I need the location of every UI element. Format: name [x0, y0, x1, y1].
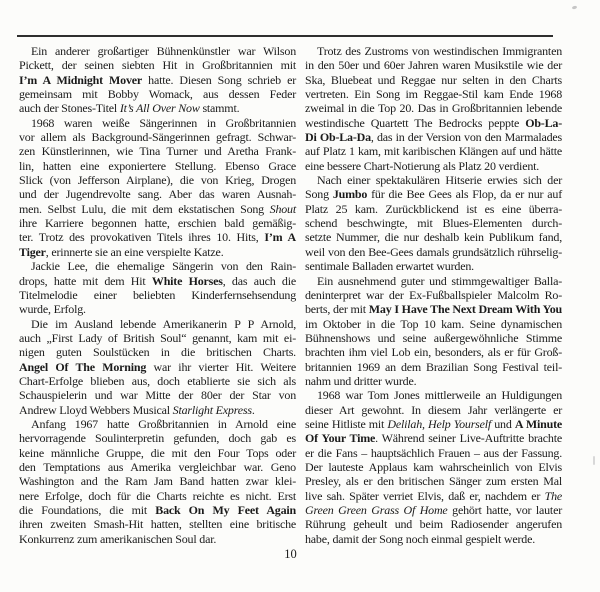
song-title-bold: May I Have The Next Dream With You — [368, 302, 562, 317]
text-segment: Ein anderer großartiger Bühnenkünstler war Wilson — [31, 44, 296, 58]
song-title-bold: I’m A Midnight Mover — [19, 72, 143, 87]
text-line — [19, 360, 296, 374]
text-line — [19, 460, 296, 474]
text-line — [19, 474, 296, 488]
text-segment: , das in der Version von den Marmalades — [370, 130, 562, 145]
song-title-bold: Jumbo — [332, 187, 368, 202]
text-segment: brachten ihm viel Lob ein, besonders, als er für Groß- — [305, 345, 562, 360]
text-segment: vertreten. Ein Song im Reggae-Stil kam Ende 1968 — [305, 87, 562, 102]
text-line — [305, 288, 562, 302]
text-line — [19, 101, 296, 115]
text-line — [305, 173, 562, 187]
text-segment: ihren zweiten Smash-Hit hatten, stellten eine britische — [19, 517, 296, 532]
paragraph — [305, 274, 562, 389]
text-segment: Schauspielerin und war Mitte der 80er der Star von — [19, 388, 296, 403]
text-line — [305, 431, 562, 445]
text-line — [19, 58, 296, 72]
text-segment: nahm und dritter wurde. — [305, 373, 417, 388]
text-segment: westindische Quartett The Bedrocks peppte — [305, 115, 526, 130]
text-segment: Andrew Lloyd Webbers Musical — [19, 402, 173, 417]
text-segment: Nach einer spektakulären Hitserie erwies sich der — [317, 173, 562, 188]
text-segment: er die Fans – hauptsächlich Frauen – aus der Fassung. — [305, 445, 562, 460]
text-line — [305, 489, 562, 503]
text-line — [305, 345, 562, 359]
song-title-bold: I’m A — [264, 230, 296, 245]
text-segment: eine bessere Chart-Notierung als Platz 20 verdient. — [305, 158, 540, 173]
text-line — [305, 503, 562, 517]
text-segment: gehört hatte, vor lauter — [447, 503, 562, 517]
text-segment: berts, der mit — [305, 302, 369, 317]
text-segment: habe, damit der Song noch einmal gespielt werde. — [305, 531, 535, 546]
text-segment: nere Erfolge, doch für die Charts reichte es nicht. Erst — [19, 488, 296, 503]
text-segment: zen Künstlerinnen, wie Tina Turner und Aretha Frank- — [19, 144, 296, 159]
text-line — [305, 517, 562, 531]
text-segment: hatte. Diesen Song schrieb er — [142, 72, 296, 87]
text-segment: Ein ausnehmend guter und stimmgewaltiger Balla- — [317, 273, 562, 288]
song-title-bold: White Horses — [151, 273, 223, 288]
paragraph — [19, 44, 296, 116]
text-line — [305, 87, 562, 101]
text-segment: Konkurrenz zum amerikanischen Soul dar. — [19, 531, 217, 546]
text-segment: Die im Ausland lebende Amerikanerin P P Arnold, — [31, 316, 296, 331]
text-line — [19, 73, 296, 87]
text-line — [19, 216, 296, 230]
title-italic: It’s All Over Now — [119, 101, 200, 116]
text-segment: auch der Stones-Titel — [19, 101, 120, 116]
text-segment: sentimale Balladen erwartet wurden. — [305, 259, 474, 274]
song-title-bold: Of Your Time — [305, 431, 376, 446]
text-line — [305, 403, 562, 417]
paragraph — [19, 259, 296, 316]
text-line — [19, 517, 296, 531]
text-line — [19, 259, 296, 273]
text-line — [305, 317, 562, 331]
text-segment: schend beschwingte, mit Blues-Elementen durch- — [305, 216, 562, 231]
text-segment: dieser Art gewohnt. In diesem Jahr verlängerte er — [305, 402, 562, 417]
text-line — [19, 489, 296, 503]
text-segment: britannien 1969 an dem Brazilian Song Festival teil- — [305, 359, 562, 374]
text-segment: lin, hatten eine exponiertere Stellung. Ebenso Grace — [19, 158, 296, 173]
title-italic: Shout — [269, 201, 296, 216]
text-line — [305, 331, 562, 345]
text-segment: Chart-Erfolge blieben aus, doch etablierte sie sich als — [19, 373, 296, 388]
text-line — [305, 388, 562, 402]
text-line — [305, 230, 562, 244]
song-title-bold: Angel Of The Morning — [19, 359, 147, 374]
text-line — [305, 417, 562, 431]
text-segment: live sah. Später verriet Elvis, daß er, nachdem er — [305, 488, 545, 503]
text-line — [19, 446, 296, 460]
text-line — [19, 302, 296, 316]
text-segment: und der Jugendrevolte sang. Aber das waren Ausnah- — [19, 187, 296, 202]
text-segment: hervorragende Soulinterpretin gefunden, doch gab es — [19, 431, 296, 446]
text-segment: Pickett, der seinen siebten Hit in Großbritannien mit — [19, 58, 296, 73]
text-segment: nigen guten Soulstücken in die britischen Charts. — [19, 345, 296, 360]
text-line — [305, 532, 562, 546]
text-segment: seine Hitliste mit — [305, 416, 388, 431]
title-italic: Delilah, Help Yourself — [387, 416, 492, 431]
paragraph — [19, 116, 296, 259]
text-segment: weil von den Bee-Gees damals grundsätzlich rührselig- — [305, 244, 562, 259]
text-line — [19, 187, 296, 201]
paragraph — [19, 317, 296, 417]
text-segment: Bühnenshows und seine außergewöhnliche Stimme — [305, 330, 562, 345]
text-line — [305, 202, 562, 216]
text-segment: setzte Nummer, die nur deshalb kein Publikum fand, — [305, 230, 562, 245]
text-segment: zweimal in die Top 20. Das in Großbritannien lebende — [305, 101, 562, 116]
text-line — [305, 101, 562, 115]
text-segment: men. Selbst Lulu, die mit dem ekstatischen Song — [19, 201, 270, 216]
text-line — [19, 87, 296, 101]
text-line — [19, 532, 296, 546]
text-line — [19, 331, 296, 345]
text-line — [305, 58, 562, 72]
text-segment: Ska, Bluebeat und Reggae nur selten in den Charts — [305, 72, 562, 87]
paragraph — [19, 417, 296, 546]
text-line — [305, 374, 562, 388]
text-segment: auch „First Lady of British Soul“ genannt, kam mit ei- — [19, 330, 296, 345]
text-line — [19, 388, 296, 402]
paragraph — [305, 44, 562, 173]
text-line — [19, 417, 296, 431]
song-title-bold: Tiger — [19, 244, 46, 259]
text-line — [305, 446, 562, 460]
text-line — [305, 130, 562, 144]
text-line — [305, 474, 562, 488]
text-line — [19, 44, 296, 58]
text-line — [19, 230, 296, 244]
title-italic: Green Green Grass Of Home — [305, 503, 448, 517]
text-segment: in den 50er und 60er Jahren waren Musikstile wie der — [305, 58, 562, 73]
text-segment: und — [491, 416, 515, 431]
text-segment: für die Bee Gees als Flop, da er nur auf — [367, 187, 562, 202]
text-line — [305, 159, 562, 173]
text-segment: wurde, Erfolg. — [19, 302, 86, 317]
text-segment: im Oktober in die Top 10 kam. Seine dynamischen — [305, 316, 562, 331]
text-line — [305, 259, 562, 273]
text-segment: Platz 25 kam. Zurückblickend ist es eine überra- — [305, 201, 562, 216]
text-line — [305, 360, 562, 374]
text-segment: Presley, als er den britischen Sänger zum ersten Mal — [305, 474, 562, 489]
text-line — [305, 274, 562, 288]
text-segment: gemeinsam mit Bobby Womack, aus dessen Feder — [19, 87, 296, 102]
text-segment: Rührung geheult und beim Radiosender angerufen — [305, 517, 562, 532]
text-segment: , das auch die — [222, 273, 296, 288]
song-title-bold: A Minute — [514, 416, 562, 431]
text-segment: 1968 waren weiße Sängerinnen in Großbritannien — [31, 115, 296, 130]
text-line — [19, 431, 296, 445]
text-line — [305, 302, 562, 316]
text-segment: ihre Karriere begonnen hatte, erschien bald gemäßig- — [19, 216, 296, 231]
text-line — [305, 187, 562, 201]
text-line — [305, 116, 562, 130]
text-line — [19, 130, 296, 144]
text-segment: Song — [305, 187, 333, 202]
text-segment: auf Platz 1 kam, mit karibischen Klängen auf und hätte — [305, 144, 562, 159]
text-segment: war ihr vierter Hit. Weitere — [146, 359, 296, 374]
text-line — [19, 173, 296, 187]
text-segment: den Temptations aus Amerika vergleichbar war. Geno — [19, 459, 296, 474]
paragraph — [305, 388, 562, 546]
text-line — [305, 245, 562, 259]
text-line — [305, 216, 562, 230]
text-line — [19, 144, 296, 158]
text-segment: Anfang 1967 hatte Großbritannien in Arnold eine — [31, 416, 296, 431]
text-line — [305, 73, 562, 87]
text-line — [305, 144, 562, 158]
text-line — [19, 374, 296, 388]
song-title-bold: Di Ob-La-Da — [305, 130, 371, 145]
paragraph — [305, 173, 562, 273]
column-right — [305, 44, 562, 546]
text-line — [19, 274, 296, 288]
text-segment: . Während seiner Live-Auftritte brachte — [375, 431, 562, 446]
song-title-bold: Ob-La- — [525, 115, 562, 130]
text-line — [19, 202, 296, 216]
text-segment: vor allem als Background-Sängerinnen gefragt. Schwar- — [19, 130, 296, 145]
text-segment: Slick (von Jefferson Airplane), die von Krieg, Drogen — [19, 173, 296, 188]
text-line — [19, 245, 296, 259]
title-italic: The — [544, 488, 562, 503]
text-segment: Washington and the Ram Jam Band hatten zwar klei- — [19, 474, 296, 489]
text-segment: 1968 war Tom Jones mittlerweile an Huldigungen — [317, 388, 562, 403]
text-segment: , erinnerte sie an eine verspielte Katze. — [45, 244, 224, 259]
top-rule — [17, 35, 553, 37]
text-segment: Der lauteste Applaus kam wahrscheinlich von Elvis — [305, 459, 562, 474]
page-number: 10 — [284, 547, 297, 561]
text-segment: ter. Trotz des provokativen Titels ihres 10. Hits, — [19, 230, 265, 245]
text-segment: Titelmelodie einer beliebten Kinderfernsehsendung — [19, 287, 296, 302]
text-segment: drops, hatte mit dem Hit — [19, 273, 152, 288]
text-line — [305, 44, 562, 58]
text-line — [19, 345, 296, 359]
text-line — [19, 288, 296, 302]
text-line — [19, 503, 296, 517]
text-line — [305, 460, 562, 474]
text-line — [19, 159, 296, 173]
scan-speck — [593, 456, 595, 465]
text-segment: Trotz des Zustroms von westindischen Immigranten — [317, 44, 562, 58]
text-segment: deninterpret war der Ex-Fußballspieler Malcolm Ro- — [305, 287, 562, 302]
text-line — [19, 403, 296, 417]
text-line — [19, 116, 296, 130]
song-title-bold: Back On My Feet Again — [155, 503, 296, 517]
text-segment: keine männliche Gruppe, die mit den Four Tops oder — [19, 445, 296, 460]
text-line — [19, 317, 296, 331]
text-segment: stammt. — [199, 101, 240, 116]
scan-speck — [572, 5, 578, 9]
text-segment: Jackie Lee, die ehemalige Sängerin von den Rain- — [31, 259, 296, 274]
text-segment: die Foundations, die mit — [19, 503, 156, 517]
column-left — [19, 44, 296, 546]
text-segment: . — [251, 402, 255, 417]
title-italic: Starlight Express — [172, 402, 252, 417]
